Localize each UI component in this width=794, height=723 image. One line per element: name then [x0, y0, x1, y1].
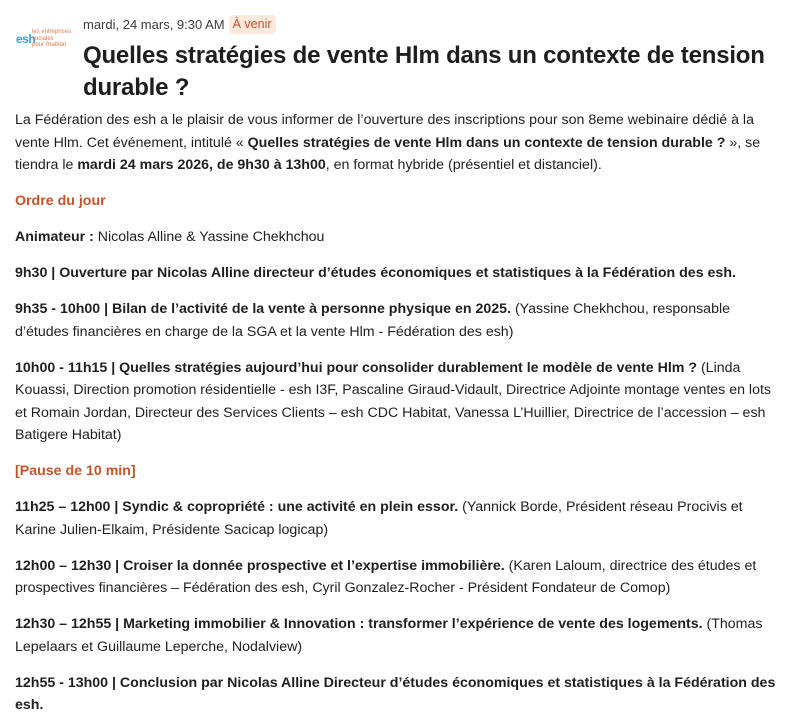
- animateur-names: Nicolas Alline & Yassine Chekhchou: [93, 229, 325, 245]
- event-title: Quelles stratégies de vente Hlm dans un contexte de tension durable ?: [83, 42, 765, 101]
- event-date: mardi, 24 mars, 9:30 AM: [83, 16, 225, 32]
- agenda-item-title: 12h55 - 13h00 | Conclusion par Nicolas Alline Directeur d’études économiques et statistiques à la Fédération des esh.: [15, 674, 776, 713]
- intro-text: La Fédération des esh a le plaisir de vous informer de l’ouverture des inscriptions pour son 8eme webinaire dédié à la vente Hlm. Cet événement, intitulé «: [15, 112, 754, 151]
- animateur-label: Animateur :: [15, 229, 94, 245]
- agenda-item-title: 9h35 - 10h00 | Bilan de l’activité de la vente à personne physique en 2025.: [15, 301, 512, 317]
- agenda-item: [15, 357, 780, 447]
- agenda-item: [15, 613, 780, 658]
- agenda-heading: Ordre du jour: [15, 193, 106, 209]
- esh-logo: [14, 26, 70, 54]
- agenda-item-speakers: (Yannick Borde, Président réseau Procivis et Karine Julien-Elkaim, Présidente Sacicap logicap): [15, 499, 743, 538]
- agenda-item: [15, 555, 780, 600]
- logo-line: les entreprises: [32, 29, 72, 35]
- status-badge: À venir: [229, 15, 276, 34]
- event-description: [15, 109, 780, 723]
- agenda-item: [15, 496, 780, 541]
- pause-label: [Pause de 10 min]: [15, 463, 136, 479]
- agenda-item-title: 9h30 | Ouverture par Nicolas Alline directeur d’études économiques et statistiques à la Fédération des esh.: [15, 265, 736, 281]
- intro-event-title: Quelles stratégies de vente Hlm dans un contexte de tension durable ?: [247, 134, 726, 151]
- agenda-item-speakers: (Thomas Lepelaars et Guillaume Leperche, Nodalview): [15, 616, 763, 655]
- agenda-item: [15, 262, 780, 285]
- intro-text: », se tiendra le: [15, 134, 761, 173]
- agenda-item: [15, 672, 780, 717]
- agenda-item-speakers: (Yassine Chekhchou, responsable d’études financières en charge de la SGA et la vente Hlm - Fédération des esh): [15, 301, 730, 340]
- logo-text: [32, 29, 71, 49]
- intro-event-date: mardi 24 mars 2026, de 9h30 à 13h00: [77, 157, 326, 173]
- agenda-item: [15, 298, 780, 343]
- agenda-item-speakers: (Karen Laloum, directrice des études et prospectives financières – Fédération des esh, Cyril Gonzalez-Rocher - Président Fondateur de Comop): [15, 557, 757, 596]
- intro-paragraph: [15, 109, 780, 177]
- agenda-item-title: 12h00 – 12h30 | Croiser la donnée prospective et l’expertise immobilière.: [15, 557, 505, 574]
- agenda-item-title: 12h30 – 12h55 | Marketing immobilier & Innovation : transformer l’expérience de vente des logements.: [15, 616, 703, 632]
- animateur-line: [15, 226, 780, 249]
- logo-line: pour l'habitat: [32, 42, 67, 48]
- logo-mark: esh: [16, 32, 36, 46]
- agenda-item-speakers: (Linda Kouassi, Direction promotion résidentielle - esh I3F, Pascaline Giraud-Vidault, Directrice Adjointe montage ventes en lots et Romain Jordan, Directeur des Services Clients – esh CDC Habitat, Vanessa L’Huillier, Directrice de l’accession – esh Batigere Habitat): [15, 359, 772, 443]
- intro-text: , en format hybride (présentiel et distanciel).: [325, 157, 602, 173]
- agenda-item-title: 10h00 - 11h15 | Quelles stratégies aujourd’hui pour consolider durablement le modèle de vente Hlm ?: [15, 359, 698, 376]
- event-header: [0, 0, 794, 108]
- event-meta: [83, 14, 276, 34]
- agenda-item-title: 11h25 – 12h00 | Syndic & copropriété : une activité en plein essor.: [15, 499, 459, 515]
- logo-line: sociales: [32, 35, 54, 42]
